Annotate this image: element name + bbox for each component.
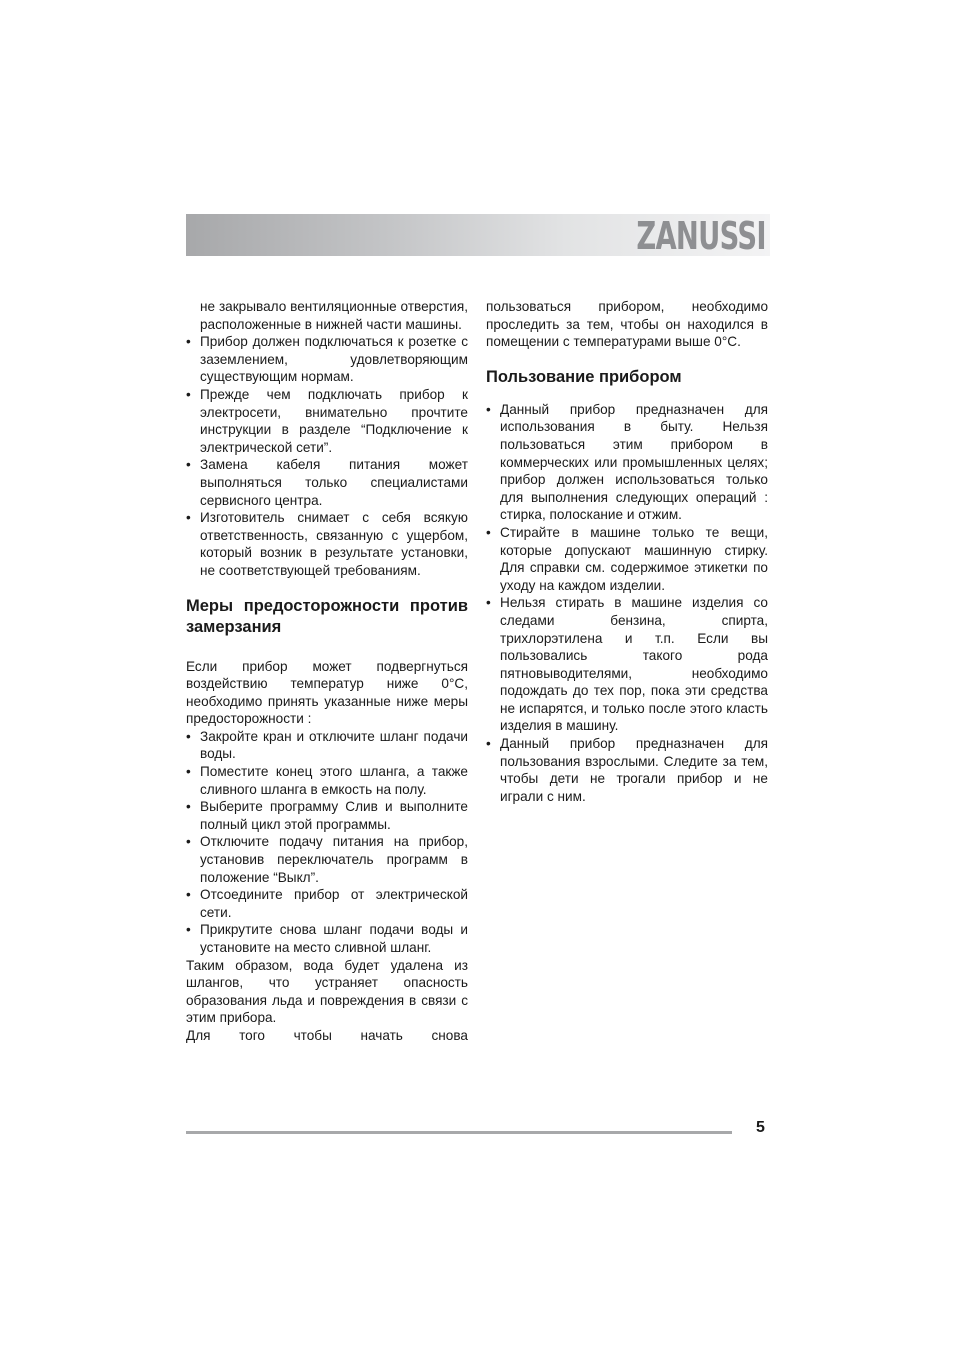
intro-continuation: не закрывало вентиляционные отверстия, расположенные в нижней части машины. [200, 299, 468, 332]
list-item: • Прибор должен подключаться к розетке с заземлением, удовлетворяющим существующим нормам. [186, 333, 468, 386]
frost-last-line: Для того чтобы начать снова [186, 1027, 468, 1043]
frost-list [186, 728, 468, 957]
page-number: 5 [756, 1119, 765, 1136]
section-heading-frost: Меры предосторожности против замерзания [186, 596, 468, 636]
frost-intro: Если прибор может подвергнуться воздействию температур ниже 0°C, необходимо принять указанные ниже меры предосторожности : [186, 658, 468, 727]
list-item: • Отсоедините прибор от электрической сети. [186, 886, 468, 921]
list-item: • Данный прибор предназначен для использования в быту. Нельзя пользоваться этим прибором в коммерческих или промышленных целях; прибор должен использоваться только для выполнения следующих операций : стирка, полоскание и отжим. [486, 401, 768, 524]
use-list [486, 401, 768, 806]
header-bar [186, 214, 770, 256]
safety-list [186, 333, 468, 579]
right-continuation: пользоваться прибором, необходимо проследить за тем, чтобы он находился в помещении с температурами выше 0°C. [486, 299, 768, 350]
brand-logo: ZANUSSI [636, 214, 766, 258]
section-heading-use: Пользование прибором [486, 367, 682, 386]
left-column [186, 298, 468, 1045]
list-item: • Отключите подачу питания на прибор, установив переключатель программ в положение “Выкл”. [186, 833, 468, 886]
list-item: • Данный прибор предназначен для пользования взрослыми. Следите за тем, чтобы дети не трогали прибор и не играли с ним. [486, 735, 768, 805]
list-item: • Нельзя стирать в машине изделия со следами бензина, спирта, трихлорэтилена и т.п. Если вы пользовались такого рода пятновыводителями, необходимо подождать до тех пор, пока эти средства не испарятся, и только после этого класть изделия в машину. [486, 594, 768, 735]
list-item: • Прежде чем подключать прибор к электросети, внимательно прочтите инструкции в разделе “Подключение к электрической сети”. [186, 386, 468, 456]
list-item: • Стирайте в машине только те вещи, которые допускают машинную стирку. Для справки см. содержимое этикетки по уходу на каждом изделии. [486, 524, 768, 594]
list-item: • Закройте кран и отключите шланг подачи воды. [186, 728, 468, 763]
right-column [486, 298, 768, 805]
list-item: • Прикрутите снова шланг подачи воды и установите на место сливной шланг. [186, 921, 468, 956]
list-item: • Изготовитель снимает с себя всякую ответственность, связанную с ущербом, который возник в результате установки, не соответствующей требованиям. [186, 509, 468, 579]
frost-result: Таким образом, вода будет удалена из шлангов, что устраняет опасность образования льда и повреждения в связи с этим прибора. [186, 957, 468, 1026]
list-item: • Поместите конец этого шланга, а также сливного шланга в емкость на полу. [186, 763, 468, 798]
footer-rule [186, 1131, 732, 1134]
list-item: • Выберите программу Слив и выполните полный цикл этой программы. [186, 798, 468, 833]
list-item: • Замена кабеля питания может выполняться только специалистами сервисного центра. [186, 456, 468, 509]
